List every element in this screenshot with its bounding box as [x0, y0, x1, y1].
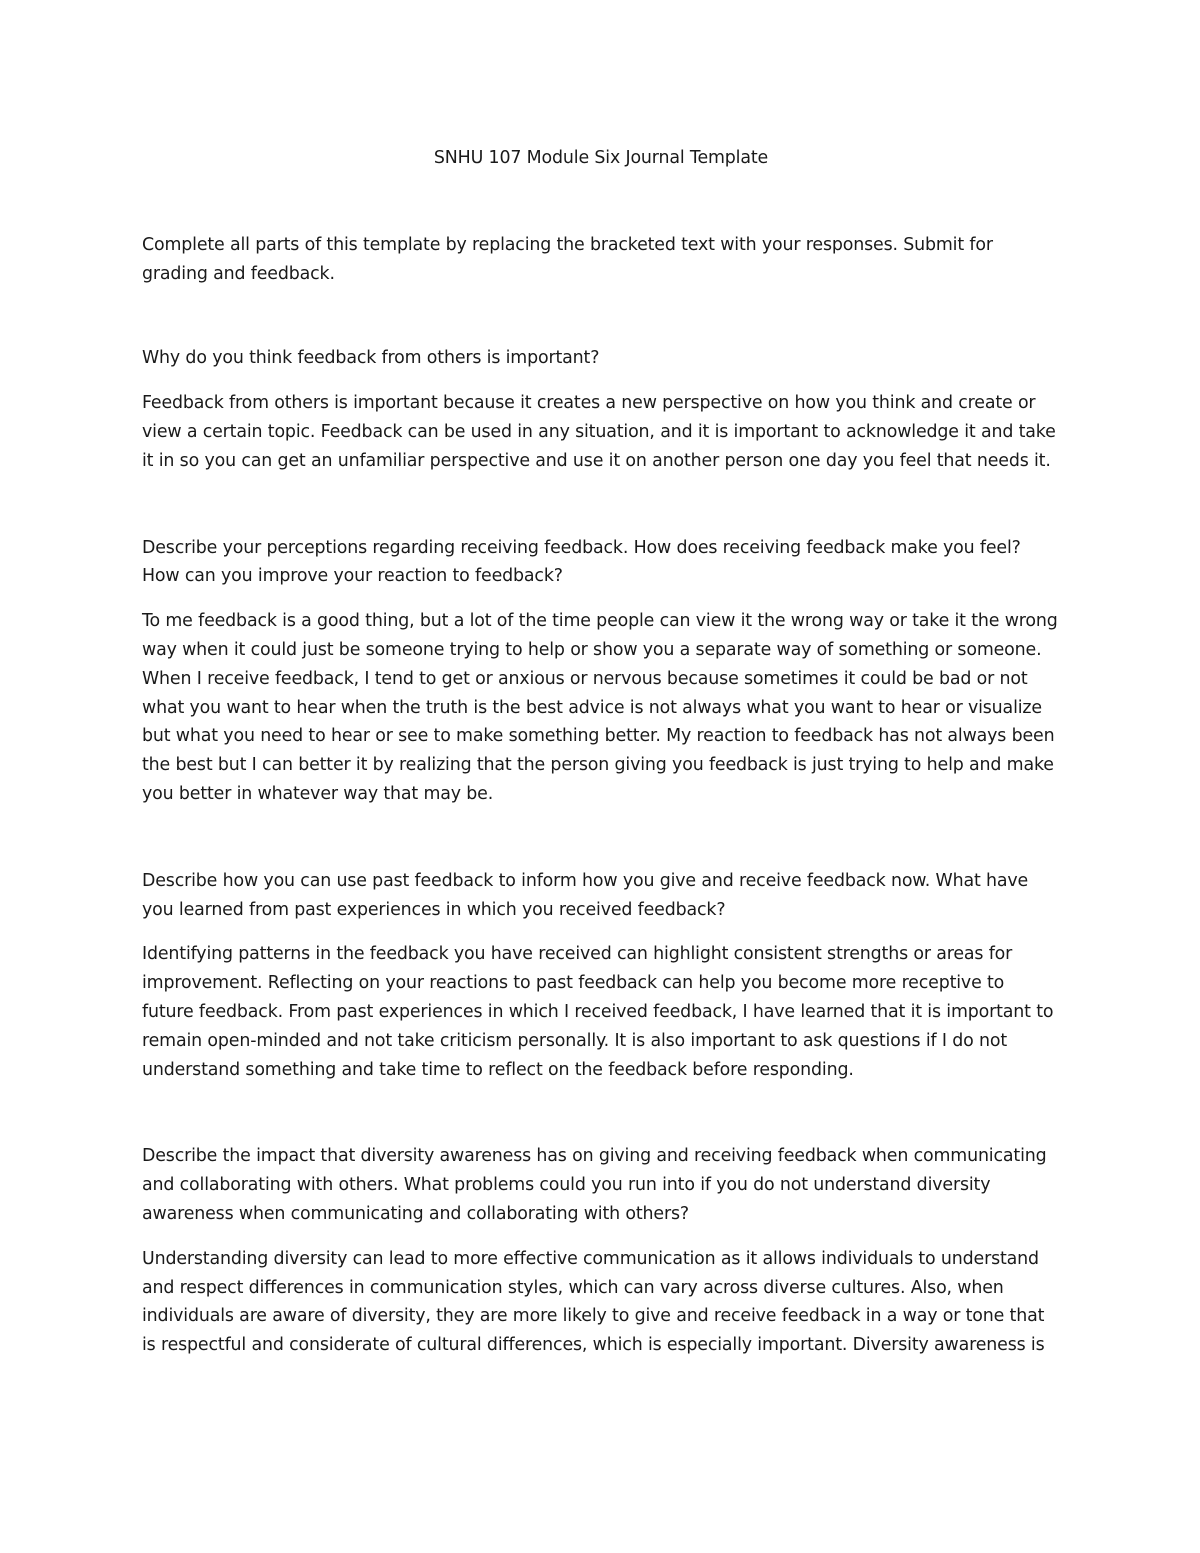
journal-section-1	[142, 344, 1060, 475]
instructions-paragraph: Complete all parts of this template by replacing the bracketed text with your responses. Submit for grading and feedback.	[142, 234, 993, 284]
question-3: Describe how you can use past feedback to inform how you give and receive feedback now. What have you learned from past experiences in which you received feedback?	[142, 870, 1029, 920]
answer-3: Identifying patterns in the feedback you have received can highlight consistent strengths or areas for improvement. Reflecting on your reactions to past feedback can help you become more receptive to future feedback. From past experiences in which I received feedback, I have learned that it is important to remain open-minded and not take criticism personally. It is also important to ask questions if I do not understand something and take time to reflect on the feedback before responding.	[142, 944, 1054, 1080]
answer-2: To me feedback is a good thing, but a lot of the time people can view it the wrong way or take it the wrong way when it could just be someone trying to help or show you a separate way of something or someone. When I receive feedback, I tend to get or anxious or nervous because sometimes it could be bad or not what you want to hear when the truth is the best advice is not always what you want to hear or visualize but what you need to hear or see to make something better. My reaction to feedback has not always been the best but I can better it by realizing that the person giving you feedback is just trying to help and make you better in whatever way that may be.	[142, 611, 1058, 804]
question-4: Describe the impact that diversity awareness has on giving and receiving feedback when communicating and collaborating with others. What problems could you run into if you do not understand diversity awareness when communicating and collaborating with others?	[142, 1146, 1047, 1224]
answer-4: Understanding diversity can lead to more effective communication as it allows individuals to understand and respect differences in communication styles, which can vary across diverse cultures. Also, when individuals are aware of diversity, they are more likely to give and receive feedback in a way or tone that is respectful and considerate of cultural differences, which is especially important. Diversity awareness is	[142, 1248, 1045, 1356]
journal-section-4	[142, 1142, 1060, 1360]
question-2: Describe your perceptions regarding receiving feedback. How does receiving feedback make you feel? How can you improve your reaction to feedback?	[142, 537, 1021, 587]
document-title: SNHU 107 Module Six Journal Template	[433, 148, 769, 168]
question-1: Why do you think feedback from others is important?	[142, 348, 600, 369]
document-body	[142, 144, 1060, 1360]
journal-section-2	[142, 534, 1060, 809]
answer-1: Feedback from others is important because it creates a new perspective on how you think and create or view a certain topic. Feedback can be used in any situation, and it is important to acknowledge it and take it in so you can get an unfamiliar perspective and use it on another person one day you feel that needs it.	[142, 393, 1056, 471]
journal-section-3	[142, 867, 1060, 1085]
